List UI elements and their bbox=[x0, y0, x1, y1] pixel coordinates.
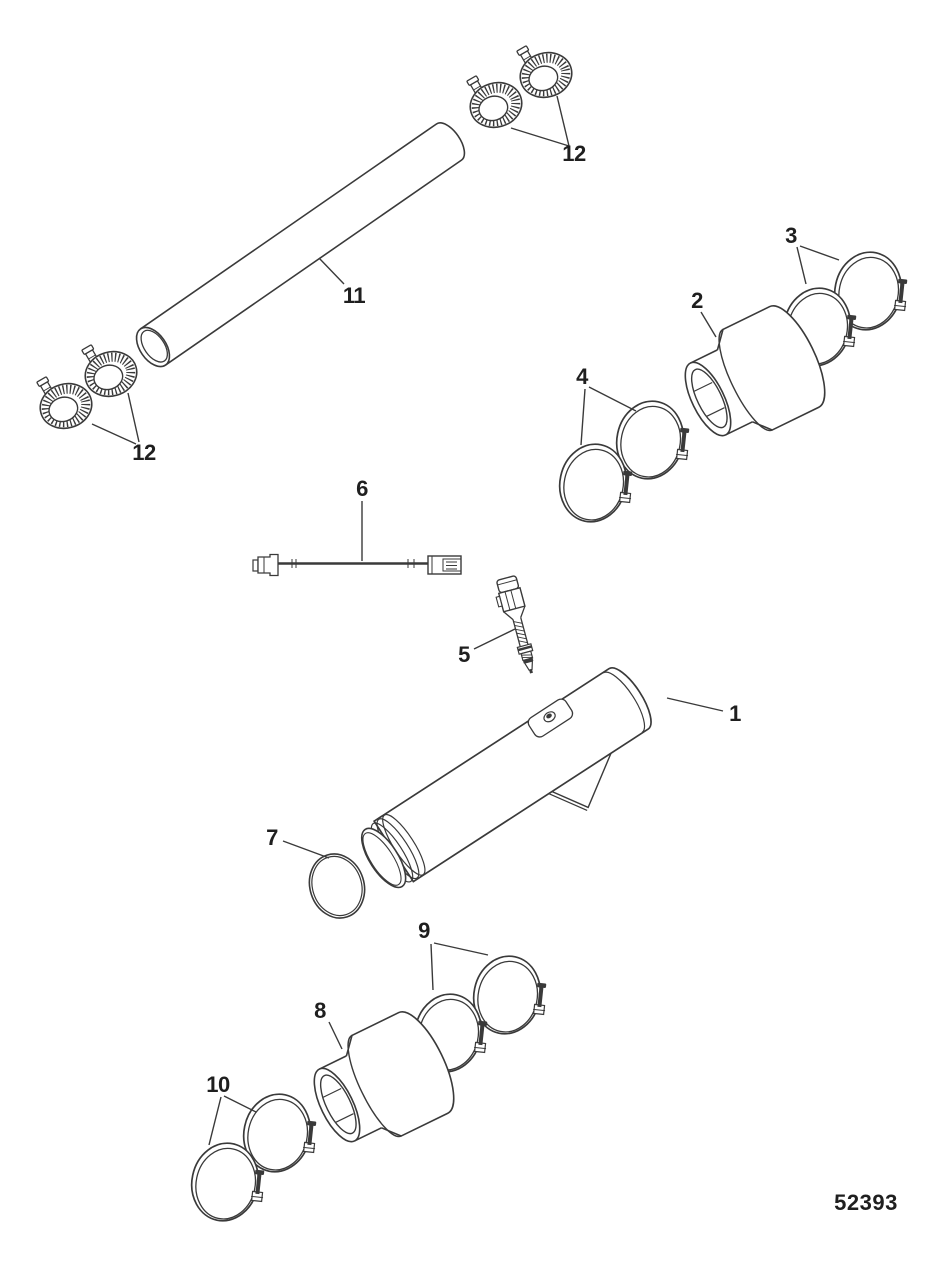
leader-callout-2 bbox=[701, 312, 716, 337]
callout-6: 6 bbox=[356, 476, 368, 501]
callout-1: 1 bbox=[729, 701, 741, 726]
harness-connector-right bbox=[428, 556, 461, 574]
o-ring-7 bbox=[301, 847, 372, 926]
leader-callout-11 bbox=[319, 258, 344, 284]
leader-lines bbox=[92, 96, 839, 1145]
callout-8: 8 bbox=[314, 998, 326, 1023]
leader-callout-8 bbox=[329, 1022, 342, 1049]
sensor-5 bbox=[492, 575, 542, 677]
callout-10: 10 bbox=[206, 1072, 230, 1097]
leader-callout-12-left bbox=[92, 393, 139, 444]
callout-4: 4 bbox=[576, 364, 588, 389]
callout-9: 9 bbox=[418, 918, 430, 943]
harness-connector-left bbox=[253, 555, 278, 576]
callout-12-top: 12 bbox=[562, 141, 586, 166]
leader-callout-5 bbox=[474, 629, 515, 649]
callout-12-left: 12 bbox=[132, 440, 156, 465]
exhaust-tube-assembly-1 bbox=[352, 660, 679, 925]
worm-clamp-12a bbox=[465, 76, 527, 134]
callout-2: 2 bbox=[691, 288, 703, 313]
callout-7: 7 bbox=[266, 825, 278, 850]
callout-11: 11 bbox=[342, 283, 366, 308]
drawing-number: 52393 bbox=[834, 1190, 898, 1215]
callout-3: 3 bbox=[785, 223, 797, 248]
leader-callout-3 bbox=[797, 246, 839, 284]
callout-5: 5 bbox=[458, 642, 470, 667]
worm-clamp-12b bbox=[515, 46, 577, 104]
leader-callout-1 bbox=[667, 698, 723, 711]
water-tube-11 bbox=[130, 118, 471, 373]
leader-callout-7 bbox=[283, 841, 329, 858]
harness-6 bbox=[253, 555, 461, 576]
